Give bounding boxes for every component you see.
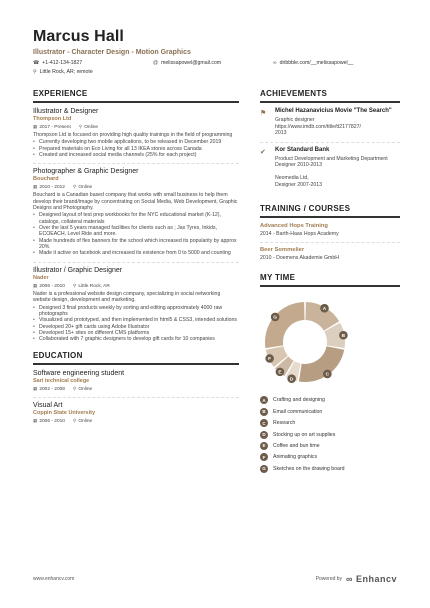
job-description: Nader is a professional website design company, specializing in social networking website design, development and marketing.: [33, 290, 221, 304]
calendar-icon: ▦: [33, 385, 38, 391]
legend-label: Sketches on the drawing board: [273, 465, 345, 472]
legend-item: [260, 419, 400, 427]
experience-item: [33, 163, 239, 256]
list-item: • Designed 3 final products weekly by sorting and editing approximately 4000 raw photographs: [33, 305, 239, 318]
edu-location: ⚲ Online: [72, 417, 93, 424]
legend-label: Stocking up on art supplies: [273, 431, 336, 438]
degree: Visual Art: [33, 401, 63, 409]
donut-slice-g: [265, 302, 305, 348]
list-item: • Collaborated with 7 graphic designers to develop gift cards for 10 companies: [33, 336, 239, 342]
legend-item: [260, 396, 400, 404]
list-item: • Made it active on facebook and increased its existence from 0 to 5000 and counting: [33, 250, 239, 256]
slice-label-c: C: [325, 373, 330, 379]
legend-marker: F: [260, 453, 268, 461]
slice-label-b: B: [341, 334, 346, 340]
achievement-title: Kor Standard Bank: [275, 146, 330, 153]
legend-marker: C: [260, 419, 268, 427]
training-heading: TRAINING / COURSES: [260, 204, 400, 218]
legend-item: [260, 408, 400, 416]
job-description: Thompson Ltd is focused on providing high quality trainings in the field of programming: [33, 132, 233, 138]
experience-heading: EXPERIENCE: [33, 89, 239, 103]
contact-location: ⚲ Little Rock, AR; remote: [33, 69, 93, 75]
job-bullets: [33, 305, 239, 343]
location-pin-icon: ⚲: [78, 124, 83, 129]
check-icon: ✔: [260, 148, 266, 156]
course-title: Beer Sommelier: [260, 247, 305, 254]
phone-icon: ☎: [33, 60, 40, 66]
legend-label: Email communication: [273, 408, 323, 415]
edu-location: ⚲ Online: [72, 385, 93, 392]
enhancv-logo[interactable]: ∞ Enhancv: [346, 574, 397, 584]
job-dates: ▦ 2006 - 2010: [33, 282, 65, 289]
calendar-icon: ▦: [33, 184, 38, 190]
link-icon: ∞: [273, 60, 277, 66]
school: Sari technical college: [33, 377, 90, 384]
achievement-item: [260, 142, 400, 189]
school: Coppin State University: [33, 409, 96, 416]
list-item: • Visualized and prototyped, and then implemented in html5 & CSS3, intended solutions: [33, 317, 239, 323]
legend-marker: B: [260, 408, 268, 416]
slice-label-g: G: [273, 316, 277, 322]
job-description: Bouchard is a Canadian based company that works with small business to help them develop their brand/image by concentrating on Social Media, Web Development, Graphic Designs and Photography.: [33, 192, 238, 212]
course-item: [260, 223, 400, 237]
list-item: • Developed 15+ sites on different CMS platforms: [33, 330, 239, 336]
job-location: ⚲ Online: [72, 184, 93, 191]
mytime-heading: MY TIME: [260, 273, 400, 287]
calendar-icon: ▦: [33, 417, 38, 423]
at-icon: @: [153, 60, 159, 66]
legend-marker: G: [260, 465, 268, 473]
location-pin-icon: ⚲: [72, 417, 77, 423]
legend-marker: D: [260, 431, 268, 439]
job-role: Illustrator & Designer: [33, 108, 99, 115]
job-bullets: [33, 139, 239, 158]
edu-dates: ▦ 2002 - 2008: [33, 385, 65, 392]
donut-slice-c: [299, 347, 344, 383]
job-location: ⚲ Little Rock, AR: [72, 282, 110, 289]
achievement-text: Graphic designer https://www.imdb.com/title/tt2177827/ 2013: [275, 117, 361, 137]
donut-chart: [260, 292, 400, 392]
contact-email[interactable]: @ melissapowel@gmail.com: [153, 60, 222, 66]
education-heading: EDUCATION: [33, 351, 239, 365]
achievements-heading: ACHIEVEMENTS: [260, 89, 400, 103]
footer: [33, 574, 397, 584]
list-item: • Prepared materials on Eco Living for all 13 IKEA stores across Canada: [33, 146, 239, 152]
job-location: ⚲ Online: [78, 124, 99, 130]
education-item: [33, 370, 239, 392]
legend-marker: E: [260, 442, 268, 450]
candidate-title: Illustrator - Character Design - Motion Graphics: [33, 49, 191, 56]
list-item: • Over the last 5 years managed facilities for clients such as ; Jax Tyres, Inkids, ECOEACH, Level Ride and more.: [33, 225, 239, 238]
job-dates: ▦ 2017 - Present: [33, 124, 71, 130]
list-item: • Designed layout of test prep workbooks for the NYC educational market (K-12), catalogs, collateral materials: [33, 212, 239, 225]
powered-by-text: Powered by: [315, 576, 343, 582]
education-item: [33, 397, 239, 424]
course-subtitle: 2014 - Barth-Haas Hops Academy: [260, 231, 339, 238]
contact-info: [33, 60, 413, 80]
legend-item: [260, 431, 400, 439]
job-role: Photographer & Graphic Designer: [33, 168, 139, 176]
location-pin-icon: ⚲: [72, 282, 77, 288]
legend-label: Research: [273, 420, 296, 427]
left-column: [33, 89, 239, 429]
job-bullets: [33, 212, 239, 256]
legend-item: [260, 442, 400, 450]
job-company: Bouchard: [33, 176, 59, 183]
location-pin-icon: ⚲: [72, 385, 77, 391]
list-item: • Currently developing two mobile applications, to be released in December 2019: [33, 139, 239, 145]
candidate-name: Marcus Hall: [33, 28, 124, 45]
experience-item: [33, 108, 239, 158]
course-item: [260, 242, 400, 261]
course-subtitle: 2010 - Doemens Akademie GmbH: [260, 255, 340, 262]
legend-label: Animating graphics: [273, 454, 318, 461]
achievement-item: [260, 108, 400, 137]
legend-marker: A: [260, 396, 268, 404]
calendar-icon: ▦: [33, 282, 38, 288]
slice-label-e: E: [278, 370, 282, 376]
right-column: [260, 89, 400, 476]
location-pin-icon: ⚲: [72, 184, 77, 190]
list-item: • Developed 20+ gift cards using Adobe Illustrator: [33, 324, 239, 330]
footer-url[interactable]: www.enhancv.com: [33, 576, 75, 582]
resume-header: [33, 28, 413, 80]
job-company: Nader: [33, 274, 49, 281]
experience-item: [33, 262, 239, 343]
location-pin-icon: ⚲: [33, 69, 37, 75]
degree: Software engineering student: [33, 369, 125, 377]
infinity-icon: ∞: [346, 574, 353, 584]
legend-label: Coffee and bun time: [273, 442, 320, 449]
slice-label-f: F: [268, 357, 272, 363]
edu-dates: ▦ 2006 - 2010: [33, 417, 65, 424]
slice-label-a: A: [322, 307, 327, 313]
course-title: Advanced Hops Training: [260, 223, 328, 230]
slice-label-d: D: [289, 377, 294, 383]
legend-item: [260, 465, 400, 473]
achievement-text: Product Development and Marketing Department Designer 2010-2013 Neomedia Ltd, Designer 2007-2013: [275, 155, 388, 188]
legend-label: Crafting and designing: [273, 397, 325, 404]
legend-item: [260, 453, 400, 461]
calendar-icon: ▦: [33, 124, 38, 129]
flag-icon: ⚑: [260, 110, 267, 117]
contact-phone[interactable]: ☎ +1-412-134-1827: [33, 60, 83, 66]
chart-legend: [260, 396, 400, 472]
job-company: Thompson Ltd: [33, 116, 72, 122]
list-item: • Created and increased social media channels (25% for each project): [33, 152, 239, 158]
contact-website[interactable]: ∞ dribbble.com/__melissapowel__: [273, 60, 354, 66]
achievement-title: Michel Hazanavicius Movie "The Search": [275, 108, 392, 114]
job-dates: ▦ 2010 - 2012: [33, 184, 65, 191]
my-time-chart: [260, 292, 400, 392]
job-role: Illustrator / Graphic Designer: [33, 266, 123, 274]
list-item: • Made hundreds of flex banners for the school which increased its popularity by approx 20%: [33, 238, 239, 251]
